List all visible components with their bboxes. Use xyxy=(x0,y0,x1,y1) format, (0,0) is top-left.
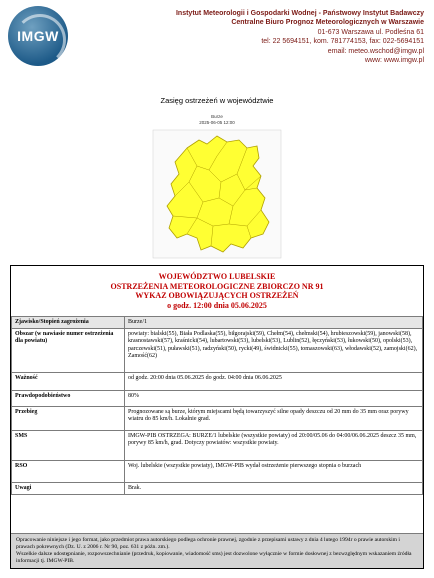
row-value: Prognozowane są burze, którym miejscami będą towarzyszyć silne opady deszczu od 20 mm do 35 mm oraz porywy wiatru do 85 km/h. Lokalnie grad. xyxy=(125,407,423,431)
warning-table xyxy=(11,316,423,495)
table-row xyxy=(12,329,423,373)
row-key: RSO xyxy=(12,461,125,483)
warning-map xyxy=(147,114,287,264)
title-time: o godz. 12:00 dnia 05.06.2025 xyxy=(167,300,267,310)
row-value: Woj. lubelskie (wszystkie powiaty), IMGW-PIB wydał ostrzeżenie pierwszego stopnia o burzach xyxy=(125,461,423,483)
address: 01-673 Warszawa ul. Podleśna 61 xyxy=(317,28,424,36)
warning-document xyxy=(10,265,424,569)
map-caption-date: 2025-06-05 12:00 xyxy=(199,120,235,125)
imgw-logo xyxy=(8,6,68,66)
footer-copyright: Opracowanie niniejsze i jego format, jako przedmiot prawa autorskiego podlega ochronie prawnej, zgodnie z przepisami ustawy z dnia 4 lutego 1994r o prawie autorskim i prawach pokrewnych (Dz. U. z 2006 r. Nr 90, poz. 631 z późn. zm.). xyxy=(16,537,400,550)
row-key: Przebieg xyxy=(12,407,125,431)
map-graphic xyxy=(147,126,287,262)
map-title: Zasięg ostrzeżeń w województwie xyxy=(160,96,274,105)
website[interactable]: www: www.imgw.pl xyxy=(364,57,424,65)
document-header xyxy=(0,0,434,74)
row-value: Brak. xyxy=(125,483,423,495)
table-row xyxy=(12,431,423,461)
table-row xyxy=(12,391,423,407)
title-warnings-number: OSTRZEŻENIA METEOROLOGICZNE ZBIORCZO NR 91 xyxy=(110,281,324,291)
row-key: Prawdopodobieństwo xyxy=(12,391,125,407)
table-row xyxy=(12,317,423,329)
row-key: Uwagi xyxy=(12,483,125,495)
table-row xyxy=(12,461,423,483)
lubelskie-region-shape xyxy=(167,136,269,252)
row-value: IMGW-PIB OSTRZEGA: BURZE/1 lubelskie (wszystkie powiaty) od 20:00/05.06 do 04:00/06.06.2025 deszcz 35 mm, porywy 85 km/h, grad. Dotyczy powiatów: wszystkie powiaty. xyxy=(125,431,423,461)
row-value: Burze/1 xyxy=(125,317,423,329)
institute-name: Instytut Meteorologii i Gospodarki Wodnej - Państwowy Instytut Badawczy xyxy=(175,10,424,17)
map-caption xyxy=(147,114,287,126)
institute-info xyxy=(176,9,424,65)
phone: tel: 22 5694151, kom. 781774153, fax: 022-5694151 xyxy=(261,38,424,46)
table-row xyxy=(12,407,423,431)
map-caption-phenomenon: Burze xyxy=(211,114,223,119)
footer-redistribution: Wszelkie dalsze udostępnianie, rozpowszechnianie (przedruk, kopiowanie, wiadomość sms) jest dozwolone wyłącznie w formie dosłownej z bezwzględnym wskazaniem źródła informacji tj. IMGW-PIB. xyxy=(16,551,412,564)
row-key: Zjawisko/Stopień zagrożenia xyxy=(12,317,125,329)
row-value: powiaty: bialski(55), Biała Podlaska(55), biłgorajski(59), Chełm(54), chełmski(54), hrubieszowski(59), janowski(58), krasnostawski(57), kraśnicki(54), lubartowski(53), lubelski(53), Lublin(52), łęczyński(53), łukowski(50), opolski(53), parczewski(51), puławski(51), radzyński(50), rycki(49), świdnicki(55), tomaszowski(63), włodawski(52), zamojski(62), Zamość(62) xyxy=(125,329,423,373)
title-voivodeship: WOJEWÓDZTWO LUBELSKIE xyxy=(158,272,276,281)
row-value: 80% xyxy=(125,391,423,407)
row-value: od godz. 20:00 dnia 05.06.2025 do godz. 04:00 dnia 06.06.2025 xyxy=(125,373,423,391)
row-key: SMS xyxy=(12,431,125,461)
copyright-footer xyxy=(11,533,423,568)
warning-title xyxy=(11,266,423,316)
title-list: WYKAZ OBOWIĄZUJĄCYCH OSTRZEŻEŃ xyxy=(135,291,299,300)
row-key: Ważność xyxy=(12,373,125,391)
table-row xyxy=(12,483,423,495)
logo-text: IMGW xyxy=(17,28,59,44)
bureau-name: Centralne Biuro Prognoz Meteorologicznych w Warszawie xyxy=(231,19,424,27)
email[interactable]: email: meteo.wschod@imgw.pl xyxy=(327,47,424,55)
row-key: Obszar (w nawiasie numer ostrzeżenia dla powiatu) xyxy=(12,329,125,373)
table-row xyxy=(12,373,423,391)
